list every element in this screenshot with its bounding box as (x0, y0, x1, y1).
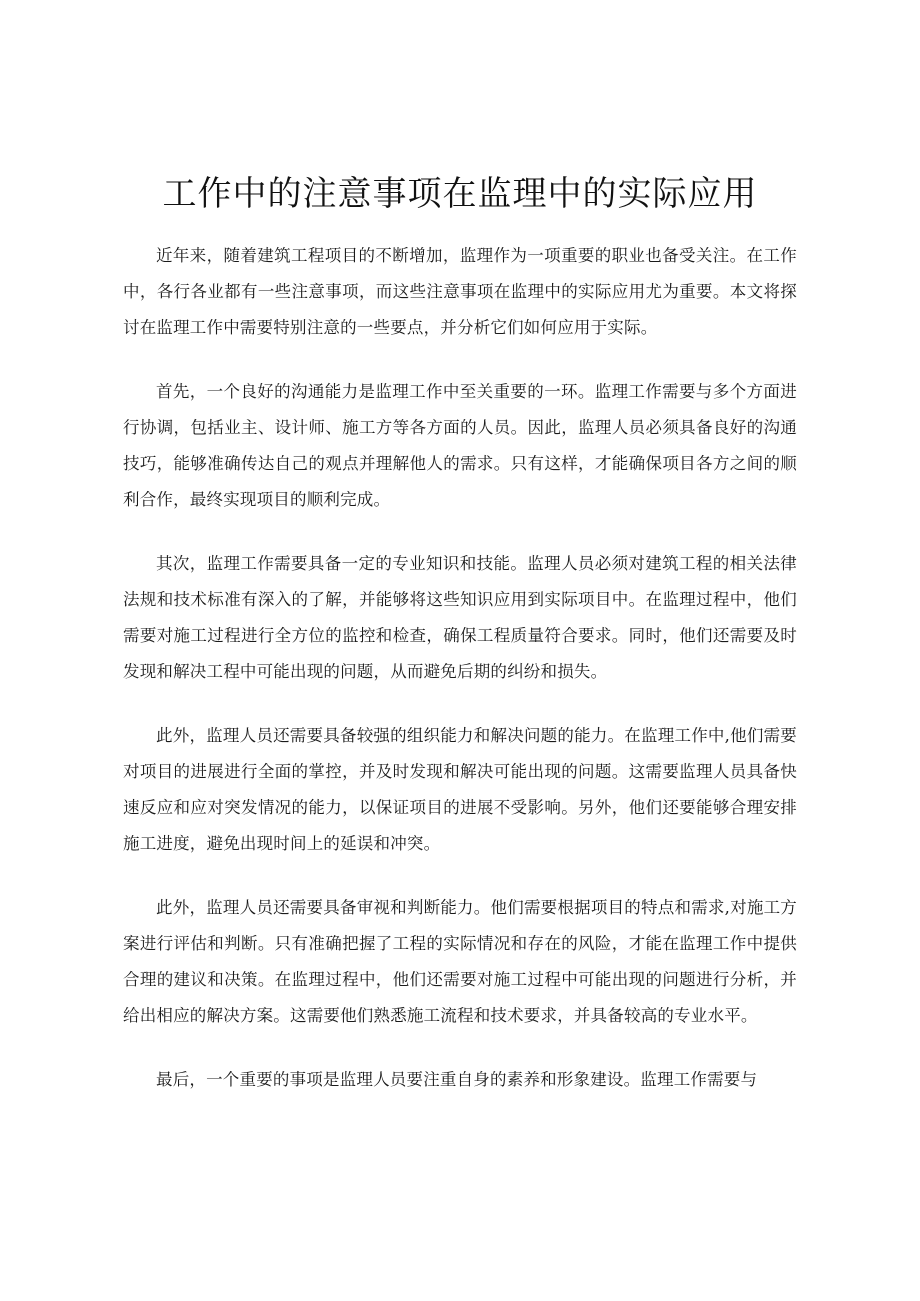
paragraph-communication: 首先，一个良好的沟通能力是监理工作中至关重要的一环。监理工作需要与多个方面进行协调，包括业主、设计师、施工方等各方面的人员。因此，监理人员必须具备良好的沟通技巧，能够准确传达自己的观点并理解他人的需求。只有这样，才能确保项目各方之间的顺利合作，最终实现项目的顺利完成。 (123, 382, 797, 509)
document-title: 工作中的注意事项在监理中的实际应用 (162, 174, 758, 214)
paragraph-intro: 近年来，随着建筑工程项目的不断增加，监理作为一项重要的职业也备受关注。在工作中，各行各业都有一些注意事项，而这些注意事项在监理中的实际应用尤为重要。本文将探讨在监理工作中需要特别注意的一些要点，并分析它们如何应用于实际。 (123, 246, 797, 337)
paragraph-organization: 此外，监理人员还需要具备较强的组织能力和解决问题的能力。在监理工作中,他们需要对项目的进展进行全面的掌控，并及时发现和解决可能出现的问题。这需要监理人员具备快速反应和应对突发情况的能力，以保证项目的进展不受影响。另外，他们还要能够合理安排施工进度，避免出现时间上的延误和冲突。 (123, 726, 797, 853)
document-body (123, 238, 797, 1126)
paragraph-final: 最后，一个重要的事项是监理人员要注重自身的素养和形象建设。监理工作需要与 (156, 1070, 758, 1089)
paragraph-professional-knowledge: 其次，监理工作需要具备一定的专业知识和技能。监理人员必须对建筑工程的相关法律法规和技术标准有深入的了解，并能够将这些知识应用到实际项目中。在监理过程中，他们需要对施工过程进行全方位的监控和检查，确保工程质量符合要求。同时，他们还需要及时发现和解决工程中可能出现的问题，从而避免后期的纠纷和损失。 (123, 554, 797, 681)
paragraph-judgment: 此外，监理人员还需要具备审视和判断能力。他们需要根据项目的特点和需求,对施工方案进行评估和判断。只有准确把握了工程的实际情况和存在的风险，才能在监理工作中提供合理的建议和决策。在监理过程中，他们还需要对施工过程中可能出现的问题进行分析，并给出相应的解决方案。这需要他们熟悉施工流程和技术要求，并具备较高的专业水平。 (123, 898, 797, 1025)
